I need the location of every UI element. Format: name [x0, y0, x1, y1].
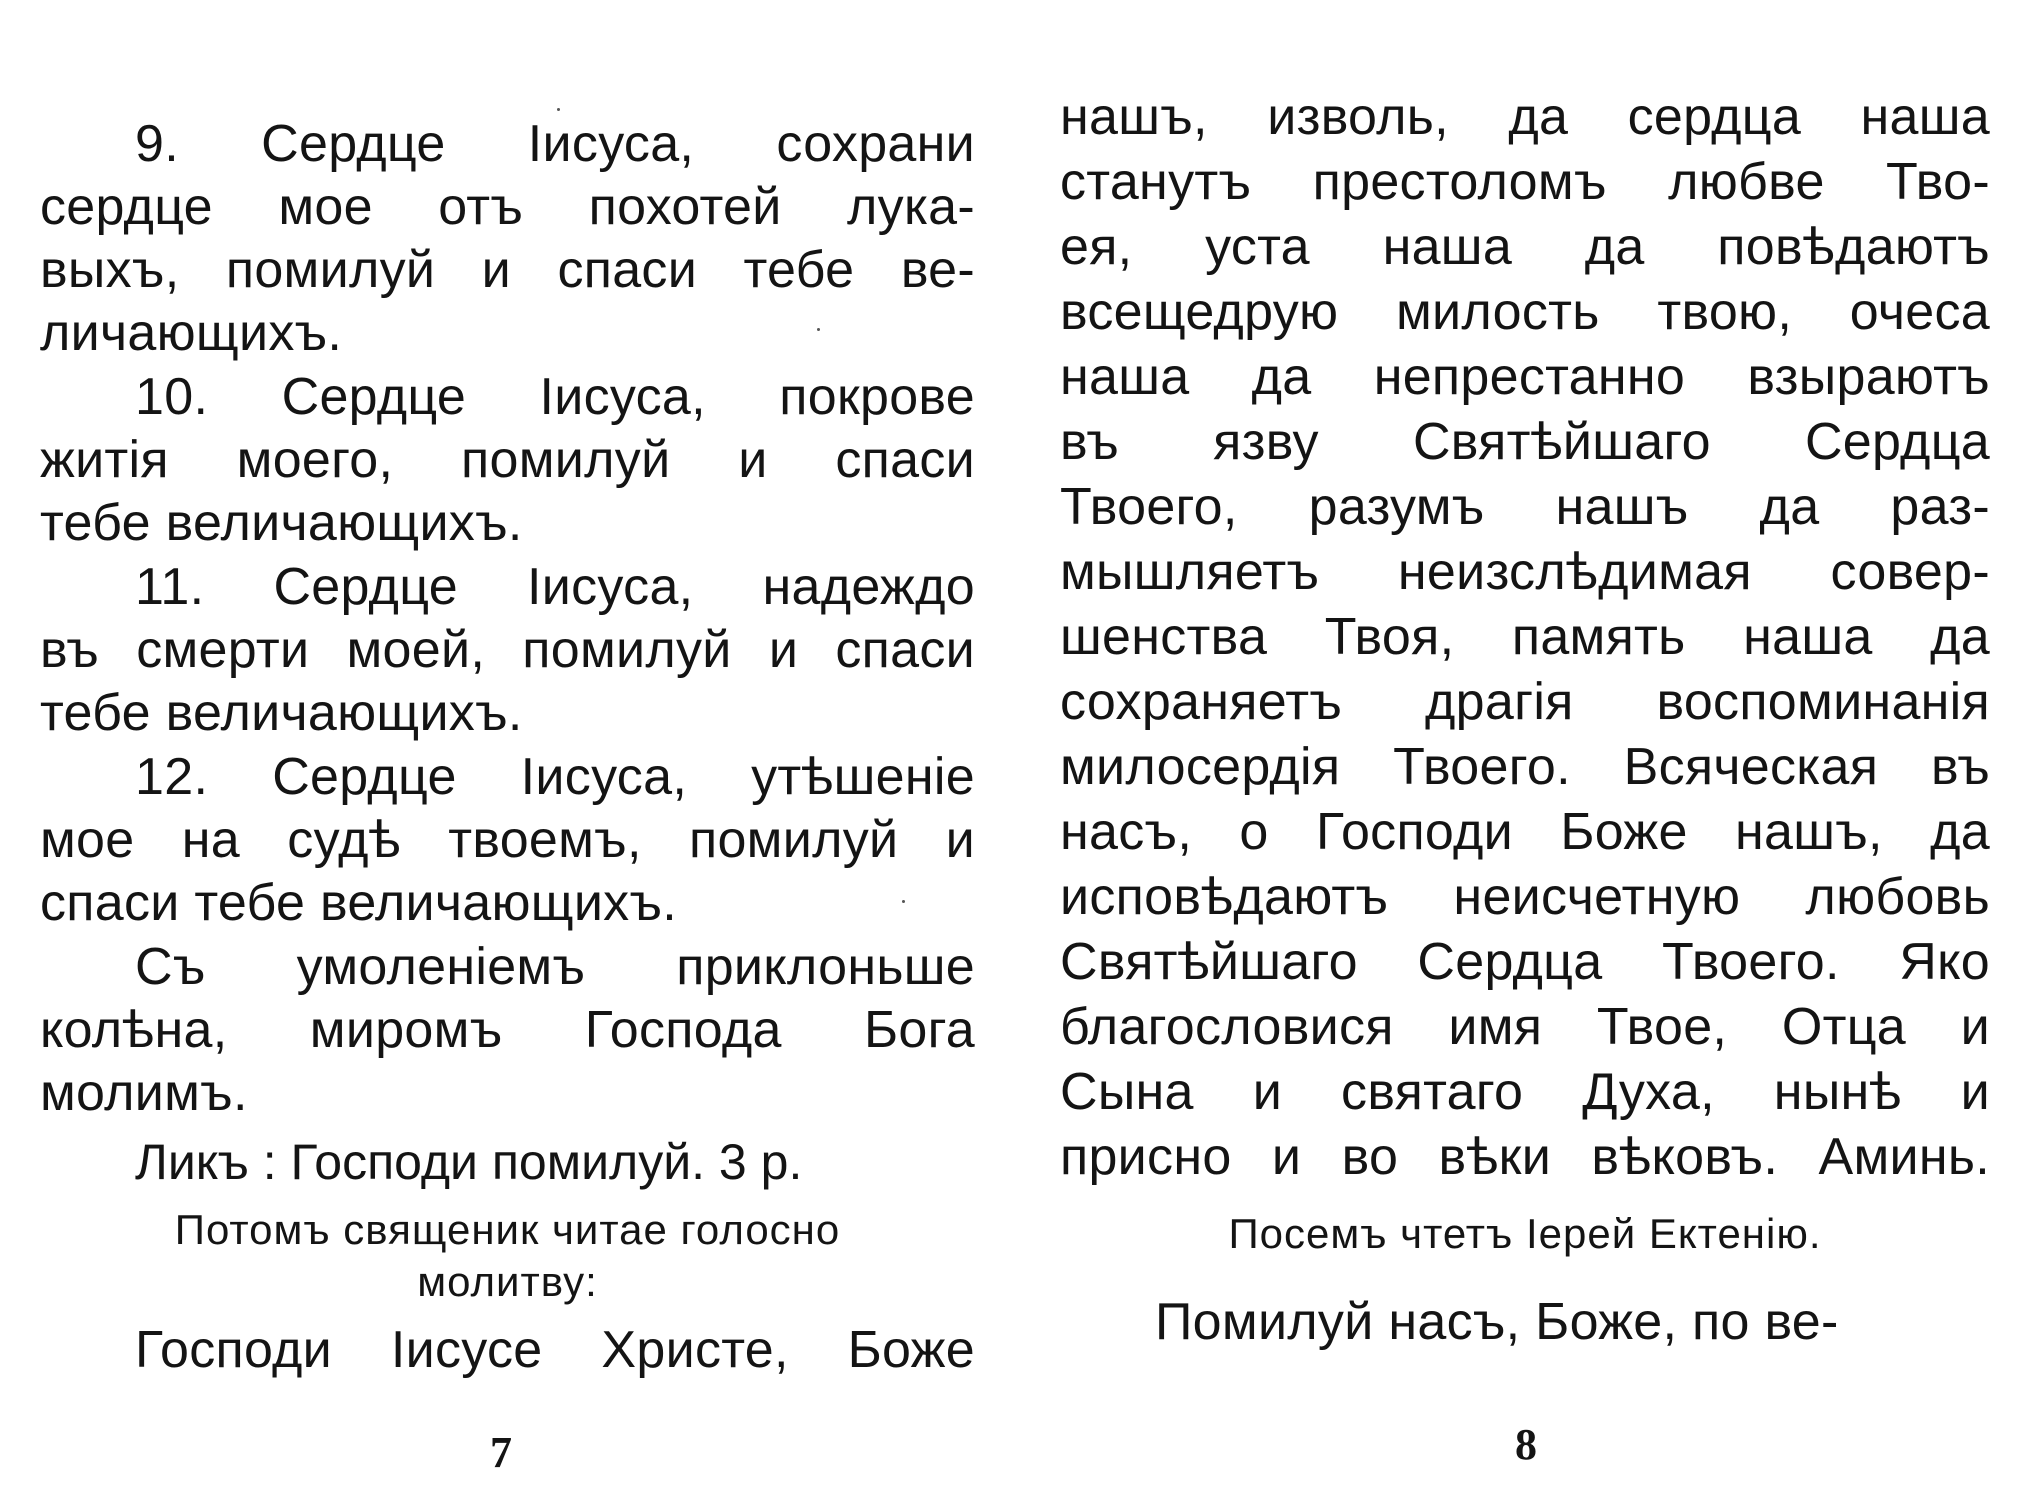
- litany-start: Помилуй насъ, Боже, по ве-: [1155, 1293, 1839, 1351]
- text-line: въ язву Святѣйшаго Сердца: [1060, 413, 1990, 471]
- text-line: мышляетъ неизслѣдимая совер-: [1060, 543, 1990, 601]
- page-number: 7: [490, 1428, 512, 1477]
- text-line: 11. Сердце Іисуса, надеждо: [135, 558, 975, 616]
- text-line: благословися имя Твое, Отца и: [1060, 998, 1990, 1056]
- rubric-line: Потомъ священик читае голосно: [174, 1206, 841, 1253]
- text-line: личающихъ.: [40, 304, 343, 362]
- text-line: ея, уста наша да повѣдаютъ: [1060, 218, 1990, 276]
- text-line: насъ, о Господи Боже нашъ, да: [1060, 803, 1990, 861]
- text-line: милосердія Твоего. Всяческая въ: [1060, 738, 1990, 796]
- choir-response: Ликъ : Господи помилуй. 3 р.: [135, 1134, 803, 1190]
- text-line: присно и во вѣки вѣковъ. Аминь.: [1060, 1128, 1990, 1186]
- text-line: колѣна, миромъ Господа Бога: [40, 1001, 975, 1059]
- text-line: тебе величающихъ.: [40, 684, 523, 742]
- page-number: 8: [1515, 1420, 1537, 1469]
- text-line: сердце мое отъ похотей лука-: [40, 178, 975, 236]
- text-line: нашъ, изволь, да сердца наша: [1060, 88, 1990, 146]
- text-line: всещедрую милость твою, очеса: [1060, 283, 1990, 341]
- text-line: мое на судѣ твоемъ, помилуй и: [40, 811, 975, 869]
- text-line: Твоего, разумъ нашъ да раз-: [1060, 478, 1990, 536]
- text-line: житія моего, помилуй и спаси: [40, 431, 975, 489]
- rubric-line: молитву:: [417, 1258, 598, 1305]
- text-line: исповѣдаютъ неисчетную любовь: [1060, 868, 1990, 926]
- text-line: молимъ.: [40, 1064, 248, 1122]
- text-line: тебе величающихъ.: [40, 494, 523, 552]
- print-speck: [557, 108, 560, 111]
- text-line: станутъ престоломъ любве Тво-: [1060, 153, 1990, 211]
- text-line: выхъ, помилуй и спаси тебе ве-: [40, 241, 975, 299]
- text-line: наша да непрестанно взыраютъ: [1060, 348, 1990, 406]
- text-line: Сына и святаго Духа, нынѣ и: [1060, 1063, 1990, 1121]
- print-speck: [817, 328, 820, 331]
- print-speck: [902, 900, 905, 903]
- text-line: сохраняетъ драгія воспоминанія: [1060, 673, 1990, 731]
- text-line: спаси тебе величающихъ.: [40, 874, 678, 932]
- text-line: шенства Твоя, память наша да: [1060, 608, 1990, 666]
- prayer-start: Господи Іисусе Христе, Боже: [135, 1321, 975, 1379]
- text-line: въ смерти моей, помилуй и спаси: [40, 621, 975, 679]
- text-line: Съ умоленіемъ приклоньше: [135, 938, 975, 996]
- text-line: 12. Сердце Іисуса, утѣшеніе: [135, 748, 975, 806]
- text-line: Святѣйшаго Сердца Твоего. Яко: [1060, 933, 1990, 991]
- text-line: 10. Сердце Іисуса, покрове: [135, 368, 975, 426]
- text-line: 9. Сердце Іисуса, сохрани: [135, 115, 975, 173]
- rubric-line: Посемъ чтетъ Іерей Ектенію.: [1228, 1210, 1822, 1257]
